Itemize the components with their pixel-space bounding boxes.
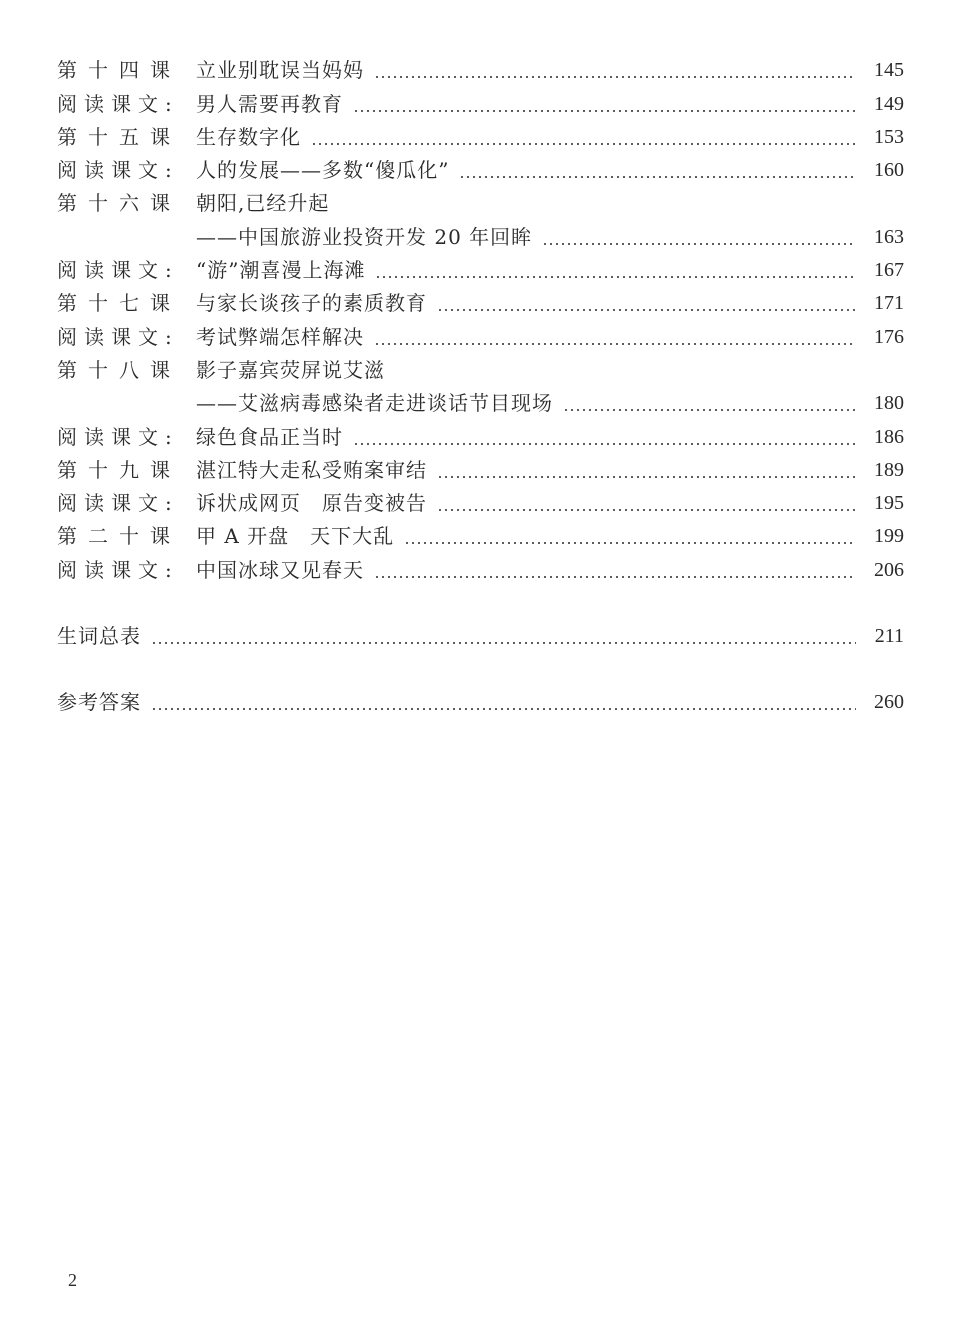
toc-entry[interactable] — [57, 121, 904, 154]
entry-label: 阅读课文: — [57, 258, 179, 283]
entry-title: 影子嘉宾荧屏说艾滋 — [196, 357, 385, 382]
spacer — [57, 587, 904, 620]
leader-dots — [404, 520, 856, 553]
leader-dots — [375, 254, 856, 287]
leader-dots — [563, 387, 856, 420]
leader-dots — [151, 686, 856, 719]
entry-page: 199 — [874, 525, 904, 548]
toc-entry[interactable] — [57, 420, 904, 453]
entry-title: 考试弊端怎样解决 — [196, 324, 364, 349]
entry-label: 阅读课文: — [57, 557, 179, 582]
entry-label: 阅读课文: — [57, 324, 179, 349]
leader-dots — [374, 54, 856, 87]
toc-entry-continuation[interactable] — [57, 220, 904, 253]
table-of-contents — [57, 54, 904, 719]
entry-title: “游”潮喜漫上海滩 — [196, 258, 366, 283]
entry-label: 第二十课 — [57, 524, 181, 549]
toc-entry[interactable] — [57, 254, 904, 287]
leader-dots — [459, 154, 856, 187]
leader-dots — [311, 121, 856, 154]
entry-page: 180 — [874, 392, 904, 415]
entry-title: 绿色食品正当时 — [196, 424, 343, 449]
entry-page: 176 — [874, 325, 904, 348]
entry-label: 第十七课 — [57, 291, 181, 316]
entry-subtitle: ——艾滋病毒感染者走进谈话节目现场 — [196, 391, 553, 416]
entry-subtitle: ——中国旅游业投资开发 20 年回眸 — [196, 224, 533, 249]
entry-page: 186 — [874, 425, 904, 448]
entry-page: 149 — [874, 92, 904, 115]
entry-label: 第十八课 — [57, 357, 181, 382]
entry-page: 167 — [874, 259, 904, 282]
entry-page: 189 — [874, 458, 904, 481]
leader-dots — [542, 221, 856, 254]
toc-entry[interactable] — [57, 520, 904, 553]
entry-title: 诉状成网页 原告变被告 — [196, 491, 427, 516]
entry-label: 阅读课文: — [57, 424, 179, 449]
spacer — [57, 653, 904, 686]
leader-dots — [374, 321, 856, 354]
toc-entry[interactable] — [57, 487, 904, 520]
entry-label: 阅读课文: — [57, 158, 179, 183]
entry-label: 阅读课文: — [57, 91, 179, 116]
entry-title: 与家长谈孩子的素质教育 — [196, 291, 427, 316]
entry-title: 生存数字化 — [196, 124, 301, 149]
toc-entry[interactable] — [57, 454, 904, 487]
leader-dots — [374, 554, 856, 587]
entry-page: 260 — [874, 691, 904, 714]
leader-dots — [437, 454, 856, 487]
toc-entry[interactable] — [57, 187, 904, 220]
leader-dots — [437, 287, 856, 320]
entry-title: 参考答案 — [57, 690, 141, 715]
entry-label: 第十四课 — [57, 58, 181, 83]
entry-title: 男人需要再教育 — [196, 91, 343, 116]
entry-page: 153 — [874, 125, 904, 148]
entry-title: 立业别耽误当妈妈 — [196, 58, 364, 83]
entry-label: 第十五课 — [57, 124, 181, 149]
leader-dots — [353, 421, 856, 454]
toc-entry[interactable] — [57, 287, 904, 320]
toc-entry-continuation[interactable] — [57, 387, 904, 420]
leader-dots — [353, 88, 856, 121]
entry-page: 171 — [874, 292, 904, 315]
toc-entry-glossary[interactable] — [57, 620, 904, 653]
toc-entry[interactable] — [57, 87, 904, 120]
entry-title: 中国冰球又见春天 — [196, 557, 364, 582]
toc-entry[interactable] — [57, 320, 904, 353]
leader-dots — [437, 487, 856, 520]
entry-page: 211 — [874, 625, 904, 648]
entry-title: 甲 A 开盘 天下大乱 — [196, 524, 395, 549]
entry-title: 朝阳,已经升起 — [196, 191, 330, 216]
entry-page: 195 — [874, 492, 904, 515]
toc-entry[interactable] — [57, 54, 904, 87]
toc-entry-answers[interactable] — [57, 686, 904, 719]
toc-entry[interactable] — [57, 354, 904, 387]
entry-title: 人的发展——多数“傻瓜化” — [196, 158, 450, 183]
entry-page: 163 — [874, 225, 904, 248]
entry-page: 160 — [874, 159, 904, 182]
toc-entry[interactable] — [57, 154, 904, 187]
entry-title: 湛江特大走私受贿案审结 — [196, 457, 427, 482]
entry-label: 阅读课文: — [57, 491, 179, 516]
toc-entry[interactable] — [57, 553, 904, 586]
entry-label: 第十九课 — [57, 457, 181, 482]
entry-page: 206 — [874, 558, 904, 581]
entry-label: 第十六课 — [57, 191, 181, 216]
entry-page: 145 — [874, 59, 904, 82]
leader-dots — [151, 620, 856, 653]
page-number: 2 — [68, 1270, 77, 1290]
entry-title: 生词总表 — [57, 624, 141, 649]
